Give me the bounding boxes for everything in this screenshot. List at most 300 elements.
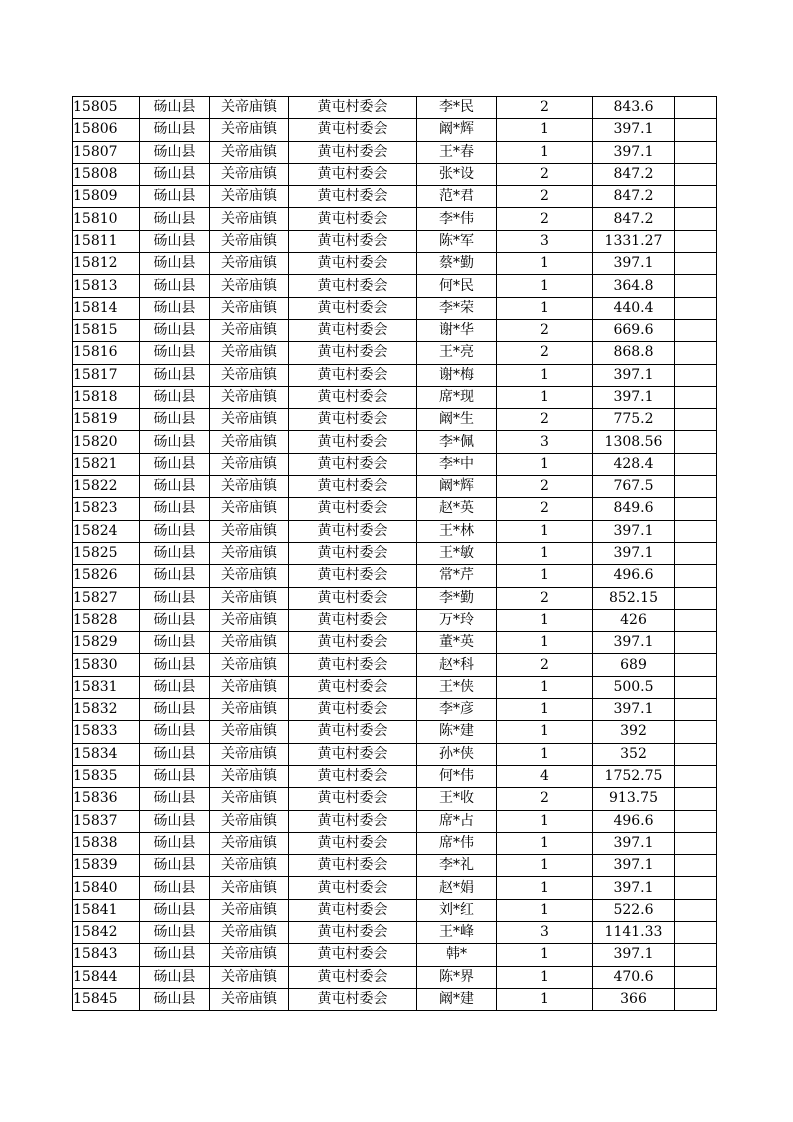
town-cell: 关帝庙镇 <box>210 453 289 475</box>
note-cell <box>675 297 717 319</box>
village-cell: 黄屯村委会 <box>289 119 417 141</box>
note-cell <box>675 230 717 252</box>
village-cell: 黄屯村委会 <box>289 988 417 1010</box>
note-cell <box>675 676 717 698</box>
note-cell <box>675 520 717 542</box>
name-cell: 席*伟 <box>417 832 497 854</box>
town-cell: 关帝庙镇 <box>210 498 289 520</box>
table-row <box>73 632 717 654</box>
name-cell: 刘*红 <box>417 899 497 921</box>
household-count-cell: 2 <box>497 163 593 185</box>
name-cell: 陈*建 <box>417 721 497 743</box>
row-id-cell: 15837 <box>73 810 140 832</box>
note-cell <box>675 565 717 587</box>
note-cell <box>675 921 717 943</box>
note-cell <box>675 788 717 810</box>
row-id-cell: 15823 <box>73 498 140 520</box>
note-cell <box>675 966 717 988</box>
household-count-cell: 1 <box>497 119 593 141</box>
table-row <box>73 342 717 364</box>
county-cell: 砀山县 <box>140 699 210 721</box>
county-cell: 砀山县 <box>140 498 210 520</box>
village-cell: 黄屯村委会 <box>289 810 417 832</box>
row-id-cell: 15811 <box>73 230 140 252</box>
table-row <box>73 743 717 765</box>
amount-cell: 397.1 <box>593 832 675 854</box>
name-cell: 韩* <box>417 944 497 966</box>
town-cell: 关帝庙镇 <box>210 899 289 921</box>
table-row <box>73 97 717 119</box>
county-cell: 砀山县 <box>140 364 210 386</box>
amount-cell: 470.6 <box>593 966 675 988</box>
name-cell: 陈*军 <box>417 230 497 252</box>
note-cell <box>675 855 717 877</box>
note-cell <box>675 832 717 854</box>
amount-cell: 364.8 <box>593 275 675 297</box>
town-cell: 关帝庙镇 <box>210 832 289 854</box>
household-count-cell: 2 <box>497 97 593 119</box>
household-count-cell: 4 <box>497 765 593 787</box>
county-cell: 砀山县 <box>140 97 210 119</box>
household-count-cell: 1 <box>497 141 593 163</box>
household-count-cell: 1 <box>497 944 593 966</box>
row-id-cell: 15842 <box>73 921 140 943</box>
household-count-cell: 1 <box>497 565 593 587</box>
note-cell <box>675 253 717 275</box>
note-cell <box>675 765 717 787</box>
town-cell: 关帝庙镇 <box>210 141 289 163</box>
town-cell: 关帝庙镇 <box>210 944 289 966</box>
village-cell: 黄屯村委会 <box>289 699 417 721</box>
table-row <box>73 699 717 721</box>
row-id-cell: 15843 <box>73 944 140 966</box>
household-count-cell: 2 <box>497 186 593 208</box>
county-cell: 砀山县 <box>140 832 210 854</box>
village-cell: 黄屯村委会 <box>289 676 417 698</box>
household-count-cell: 1 <box>497 832 593 854</box>
row-id-cell: 15836 <box>73 788 140 810</box>
amount-cell: 852.15 <box>593 587 675 609</box>
household-count-cell: 1 <box>497 453 593 475</box>
town-cell: 关帝庙镇 <box>210 186 289 208</box>
name-cell: 阚*辉 <box>417 476 497 498</box>
town-cell: 关帝庙镇 <box>210 542 289 564</box>
village-cell: 黄屯村委会 <box>289 253 417 275</box>
row-id-cell: 15826 <box>73 565 140 587</box>
county-cell: 砀山县 <box>140 253 210 275</box>
town-cell: 关帝庙镇 <box>210 743 289 765</box>
amount-cell: 847.2 <box>593 163 675 185</box>
name-cell: 李*彦 <box>417 699 497 721</box>
row-id-cell: 15821 <box>73 453 140 475</box>
row-id-cell: 15838 <box>73 832 140 854</box>
amount-cell: 352 <box>593 743 675 765</box>
household-count-cell: 1 <box>497 386 593 408</box>
table-row <box>73 498 717 520</box>
household-count-cell: 1 <box>497 364 593 386</box>
row-id-cell: 15832 <box>73 699 140 721</box>
amount-cell: 366 <box>593 988 675 1010</box>
row-id-cell: 15818 <box>73 386 140 408</box>
name-cell: 谢*梅 <box>417 364 497 386</box>
note-cell <box>675 877 717 899</box>
note-cell <box>675 186 717 208</box>
name-cell: 阚*建 <box>417 988 497 1010</box>
note-cell <box>675 275 717 297</box>
household-count-cell: 2 <box>497 788 593 810</box>
table-row <box>73 810 717 832</box>
roster-table <box>72 96 717 1011</box>
amount-cell: 397.1 <box>593 855 675 877</box>
household-count-cell: 3 <box>497 230 593 252</box>
village-cell: 黄屯村委会 <box>289 765 417 787</box>
town-cell: 关帝庙镇 <box>210 921 289 943</box>
county-cell: 砀山县 <box>140 141 210 163</box>
amount-cell: 397.1 <box>593 386 675 408</box>
town-cell: 关帝庙镇 <box>210 253 289 275</box>
county-cell: 砀山县 <box>140 632 210 654</box>
table-row <box>73 721 717 743</box>
village-cell: 黄屯村委会 <box>289 141 417 163</box>
note-cell <box>675 542 717 564</box>
note-cell <box>675 609 717 631</box>
table-row <box>73 163 717 185</box>
county-cell: 砀山县 <box>140 431 210 453</box>
name-cell: 董*英 <box>417 632 497 654</box>
village-cell: 黄屯村委会 <box>289 476 417 498</box>
note-cell <box>675 587 717 609</box>
town-cell: 关帝庙镇 <box>210 386 289 408</box>
town-cell: 关帝庙镇 <box>210 342 289 364</box>
table-row <box>73 364 717 386</box>
town-cell: 关帝庙镇 <box>210 810 289 832</box>
name-cell: 赵*英 <box>417 498 497 520</box>
amount-cell: 397.1 <box>593 253 675 275</box>
row-id-cell: 15829 <box>73 632 140 654</box>
name-cell: 王*峰 <box>417 921 497 943</box>
row-id-cell: 15819 <box>73 409 140 431</box>
county-cell: 砀山县 <box>140 453 210 475</box>
row-id-cell: 15830 <box>73 654 140 676</box>
household-count-cell: 2 <box>497 476 593 498</box>
village-cell: 黄屯村委会 <box>289 342 417 364</box>
county-cell: 砀山县 <box>140 877 210 899</box>
household-count-cell: 3 <box>497 921 593 943</box>
village-cell: 黄屯村委会 <box>289 944 417 966</box>
note-cell <box>675 431 717 453</box>
village-cell: 黄屯村委会 <box>289 297 417 319</box>
name-cell: 席*占 <box>417 810 497 832</box>
county-cell: 砀山县 <box>140 609 210 631</box>
table-row <box>73 141 717 163</box>
amount-cell: 500.5 <box>593 676 675 698</box>
row-id-cell: 15815 <box>73 319 140 341</box>
village-cell: 黄屯村委会 <box>289 431 417 453</box>
row-id-cell: 15822 <box>73 476 140 498</box>
note-cell <box>675 899 717 921</box>
town-cell: 关帝庙镇 <box>210 765 289 787</box>
amount-cell: 496.6 <box>593 810 675 832</box>
amount-cell: 1752.75 <box>593 765 675 787</box>
county-cell: 砀山县 <box>140 944 210 966</box>
name-cell: 李*伟 <box>417 208 497 230</box>
table-row <box>73 988 717 1010</box>
household-count-cell: 1 <box>497 699 593 721</box>
village-cell: 黄屯村委会 <box>289 743 417 765</box>
row-id-cell: 15817 <box>73 364 140 386</box>
county-cell: 砀山县 <box>140 988 210 1010</box>
town-cell: 关帝庙镇 <box>210 520 289 542</box>
county-cell: 砀山县 <box>140 654 210 676</box>
amount-cell: 440.4 <box>593 297 675 319</box>
village-cell: 黄屯村委会 <box>289 542 417 564</box>
village-cell: 黄屯村委会 <box>289 230 417 252</box>
county-cell: 砀山县 <box>140 810 210 832</box>
town-cell: 关帝庙镇 <box>210 163 289 185</box>
table-row <box>73 520 717 542</box>
table-row <box>73 788 717 810</box>
note-cell <box>675 498 717 520</box>
village-cell: 黄屯村委会 <box>289 97 417 119</box>
note-cell <box>675 208 717 230</box>
county-cell: 砀山县 <box>140 319 210 341</box>
note-cell <box>675 97 717 119</box>
name-cell: 李*中 <box>417 453 497 475</box>
amount-cell: 847.2 <box>593 186 675 208</box>
county-cell: 砀山县 <box>140 921 210 943</box>
name-cell: 蔡*勤 <box>417 253 497 275</box>
town-cell: 关帝庙镇 <box>210 431 289 453</box>
amount-cell: 397.1 <box>593 141 675 163</box>
note-cell <box>675 141 717 163</box>
name-cell: 范*君 <box>417 186 497 208</box>
household-count-cell: 1 <box>497 676 593 698</box>
household-count-cell: 1 <box>497 966 593 988</box>
household-count-cell: 1 <box>497 520 593 542</box>
roster-body <box>73 97 717 1011</box>
table-row <box>73 297 717 319</box>
village-cell: 黄屯村委会 <box>289 364 417 386</box>
town-cell: 关帝庙镇 <box>210 230 289 252</box>
name-cell: 谢*华 <box>417 319 497 341</box>
town-cell: 关帝庙镇 <box>210 721 289 743</box>
county-cell: 砀山县 <box>140 409 210 431</box>
village-cell: 黄屯村委会 <box>289 632 417 654</box>
row-id-cell: 15806 <box>73 119 140 141</box>
town-cell: 关帝庙镇 <box>210 609 289 631</box>
row-id-cell: 15820 <box>73 431 140 453</box>
name-cell: 席*现 <box>417 386 497 408</box>
village-cell: 黄屯村委会 <box>289 319 417 341</box>
household-count-cell: 1 <box>497 275 593 297</box>
row-id-cell: 15816 <box>73 342 140 364</box>
village-cell: 黄屯村委会 <box>289 587 417 609</box>
note-cell <box>675 721 717 743</box>
village-cell: 黄屯村委会 <box>289 520 417 542</box>
row-id-cell: 15835 <box>73 765 140 787</box>
village-cell: 黄屯村委会 <box>289 921 417 943</box>
amount-cell: 397.1 <box>593 632 675 654</box>
table-row <box>73 230 717 252</box>
table-row <box>73 453 717 475</box>
town-cell: 关帝庙镇 <box>210 275 289 297</box>
amount-cell: 397.1 <box>593 520 675 542</box>
county-cell: 砀山县 <box>140 208 210 230</box>
amount-cell: 397.1 <box>593 877 675 899</box>
table-row <box>73 476 717 498</box>
town-cell: 关帝庙镇 <box>210 632 289 654</box>
table-row <box>73 186 717 208</box>
table-row <box>73 877 717 899</box>
town-cell: 关帝庙镇 <box>210 587 289 609</box>
note-cell <box>675 699 717 721</box>
table-row <box>73 253 717 275</box>
household-count-cell: 3 <box>497 431 593 453</box>
amount-cell: 1141.33 <box>593 921 675 943</box>
amount-cell: 397.1 <box>593 699 675 721</box>
county-cell: 砀山县 <box>140 476 210 498</box>
household-count-cell: 1 <box>497 609 593 631</box>
village-cell: 黄屯村委会 <box>289 453 417 475</box>
county-cell: 砀山县 <box>140 386 210 408</box>
amount-cell: 775.2 <box>593 409 675 431</box>
table-row <box>73 542 717 564</box>
town-cell: 关帝庙镇 <box>210 476 289 498</box>
name-cell: 赵*科 <box>417 654 497 676</box>
table-row <box>73 565 717 587</box>
town-cell: 关帝庙镇 <box>210 699 289 721</box>
name-cell: 常*芹 <box>417 565 497 587</box>
name-cell: 赵*娟 <box>417 877 497 899</box>
amount-cell: 397.1 <box>593 364 675 386</box>
household-count-cell: 2 <box>497 409 593 431</box>
table-row <box>73 765 717 787</box>
village-cell: 黄屯村委会 <box>289 832 417 854</box>
household-count-cell: 2 <box>497 498 593 520</box>
amount-cell: 843.6 <box>593 97 675 119</box>
county-cell: 砀山县 <box>140 676 210 698</box>
county-cell: 砀山县 <box>140 899 210 921</box>
table-row <box>73 676 717 698</box>
household-count-cell: 2 <box>497 654 593 676</box>
note-cell <box>675 409 717 431</box>
row-id-cell: 15845 <box>73 988 140 1010</box>
county-cell: 砀山县 <box>140 186 210 208</box>
row-id-cell: 15809 <box>73 186 140 208</box>
row-id-cell: 15841 <box>73 899 140 921</box>
row-id-cell: 15844 <box>73 966 140 988</box>
county-cell: 砀山县 <box>140 119 210 141</box>
town-cell: 关帝庙镇 <box>210 788 289 810</box>
town-cell: 关帝庙镇 <box>210 877 289 899</box>
note-cell <box>675 476 717 498</box>
town-cell: 关帝庙镇 <box>210 297 289 319</box>
county-cell: 砀山县 <box>140 230 210 252</box>
name-cell: 李*佩 <box>417 431 497 453</box>
household-count-cell: 1 <box>497 810 593 832</box>
household-count-cell: 1 <box>497 721 593 743</box>
note-cell <box>675 988 717 1010</box>
county-cell: 砀山县 <box>140 297 210 319</box>
name-cell: 王*春 <box>417 141 497 163</box>
household-count-cell: 2 <box>497 587 593 609</box>
county-cell: 砀山县 <box>140 855 210 877</box>
name-cell: 李*荣 <box>417 297 497 319</box>
county-cell: 砀山县 <box>140 721 210 743</box>
county-cell: 砀山县 <box>140 275 210 297</box>
village-cell: 黄屯村委会 <box>289 721 417 743</box>
row-id-cell: 15812 <box>73 253 140 275</box>
amount-cell: 849.6 <box>593 498 675 520</box>
village-cell: 黄屯村委会 <box>289 877 417 899</box>
note-cell <box>675 632 717 654</box>
name-cell: 张*设 <box>417 163 497 185</box>
table-row <box>73 208 717 230</box>
town-cell: 关帝庙镇 <box>210 208 289 230</box>
row-id-cell: 15831 <box>73 676 140 698</box>
household-count-cell: 1 <box>497 899 593 921</box>
name-cell: 王*林 <box>417 520 497 542</box>
village-cell: 黄屯村委会 <box>289 788 417 810</box>
amount-cell: 847.2 <box>593 208 675 230</box>
village-cell: 黄屯村委会 <box>289 899 417 921</box>
town-cell: 关帝庙镇 <box>210 319 289 341</box>
note-cell <box>675 364 717 386</box>
note-cell <box>675 163 717 185</box>
amount-cell: 392 <box>593 721 675 743</box>
town-cell: 关帝庙镇 <box>210 855 289 877</box>
name-cell: 何*民 <box>417 275 497 297</box>
note-cell <box>675 319 717 341</box>
household-count-cell: 1 <box>497 877 593 899</box>
town-cell: 关帝庙镇 <box>210 676 289 698</box>
row-id-cell: 15825 <box>73 542 140 564</box>
amount-cell: 1331.27 <box>593 230 675 252</box>
household-count-cell: 1 <box>497 542 593 564</box>
village-cell: 黄屯村委会 <box>289 409 417 431</box>
name-cell: 李*勤 <box>417 587 497 609</box>
name-cell: 阚*辉 <box>417 119 497 141</box>
household-count-cell: 1 <box>497 988 593 1010</box>
row-id-cell: 15828 <box>73 609 140 631</box>
village-cell: 黄屯村委会 <box>289 498 417 520</box>
household-count-cell: 1 <box>497 855 593 877</box>
household-count-cell: 2 <box>497 208 593 230</box>
town-cell: 关帝庙镇 <box>210 409 289 431</box>
name-cell: 陈*界 <box>417 966 497 988</box>
note-cell <box>675 386 717 408</box>
table-row <box>73 386 717 408</box>
amount-cell: 397.1 <box>593 119 675 141</box>
row-id-cell: 15827 <box>73 587 140 609</box>
amount-cell: 426 <box>593 609 675 631</box>
amount-cell: 397.1 <box>593 944 675 966</box>
table-row <box>73 855 717 877</box>
table-row <box>73 431 717 453</box>
name-cell: 万*玲 <box>417 609 497 631</box>
village-cell: 黄屯村委会 <box>289 208 417 230</box>
table-row <box>73 409 717 431</box>
household-count-cell: 1 <box>497 253 593 275</box>
table-row <box>73 587 717 609</box>
row-id-cell: 15808 <box>73 163 140 185</box>
village-cell: 黄屯村委会 <box>289 654 417 676</box>
table-row <box>73 832 717 854</box>
name-cell: 王*侠 <box>417 676 497 698</box>
household-count-cell: 2 <box>497 342 593 364</box>
amount-cell: 767.5 <box>593 476 675 498</box>
note-cell <box>675 453 717 475</box>
